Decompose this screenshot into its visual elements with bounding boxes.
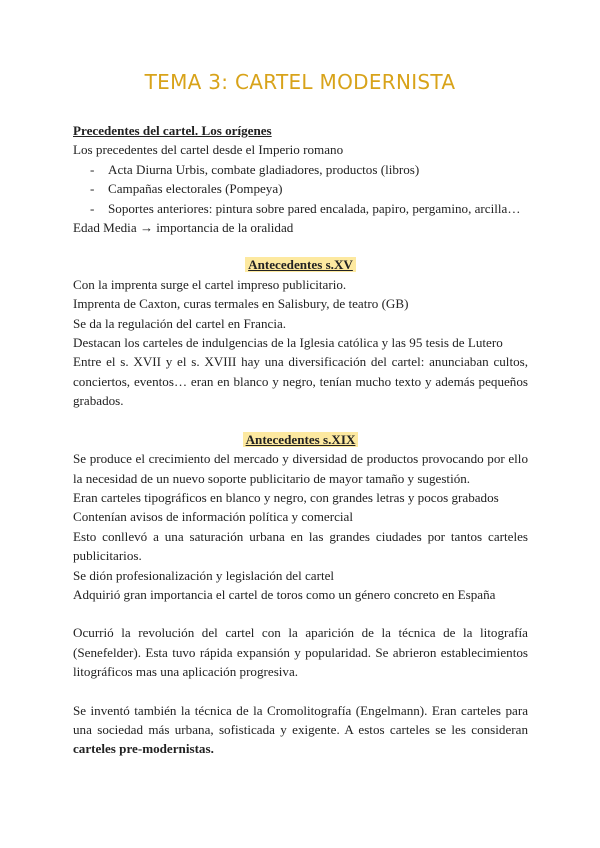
section-heading-s-xix xyxy=(73,430,528,449)
list-item: - Soportes anteriores: pintura sobre pared encalada, papiro, pergamino, arcilla… xyxy=(73,199,528,218)
section1-outro: Edad Media → importancia de la oralidad xyxy=(73,220,294,236)
text-line: Eran carteles tipográficos en blanco y negro, con grandes letras y pocos grabados xyxy=(73,489,499,505)
text-line: Se produce el crecimiento del mercado y diversidad de productos provocando por ello la necesidad de un nuevo soporte publicitario de mayor tamaño y sugestión. xyxy=(73,451,528,486)
page-title: TEMA 3: CARTEL MODERNISTA xyxy=(144,70,456,94)
list-item: - Campañas electorales (Pompeya) xyxy=(73,179,528,198)
text-line: Se dión profesionalización y legislación del cartel xyxy=(73,567,335,583)
precedentes-list xyxy=(73,160,528,218)
text-line: Imprenta de Caxton, curas termales en Salisbury, de teatro (GB) xyxy=(73,296,409,312)
document-body xyxy=(73,121,528,759)
text-line: Destacan los carteles de indulgencias de la Iglesia católica y las 95 tesis de Lutero xyxy=(73,335,503,351)
dash-bullet: - xyxy=(90,181,95,197)
highlighted-heading: Antecedentes s.XV xyxy=(245,257,356,272)
text-line: Adquirió gran importancia el cartel de toros como un género concreto en España xyxy=(73,586,496,602)
cromolitografia-paragraph: Se inventó también la técnica de la Cromolitografía (Engelmann). Eran carteles para una sociedad más urbana, sofisticada y exigente. A estos carteles se les consideran carteles pre-modernistas. xyxy=(73,702,528,757)
list-item: - Acta Diurna Urbis, combate gladiadores, productos (libros) xyxy=(73,160,528,179)
section-heading-precedentes: Precedentes del cartel. Los orígenes xyxy=(73,123,272,138)
bold-term: carteles pre-modernistas. xyxy=(73,741,214,757)
text-line: Con la imprenta surge el cartel impreso publicitario. xyxy=(73,276,347,292)
litografia-paragraph: Ocurrió la revolución del cartel con la aparición de la técnica de la litografía (Senefelder). Esta tuvo rápida expansión y popularidad. Se abrieron establecimientos litográficos mas una aplicación progresiva. xyxy=(73,625,528,680)
text-line: Se da la regulación del cartel en Francia. xyxy=(73,315,287,331)
dash-bullet: - xyxy=(90,161,95,177)
text-line: Entre el s. XVII y el s. XVIII hay una diversificación del cartel: anunciaban cultos, conciertos, eventos… eran en blanco y negro, tenían mucho texto y además pequeños grabados. xyxy=(73,354,528,409)
text-line: Esto conllevó a una saturación urbana en las grandes ciudades por tantos carteles publicitarios. xyxy=(73,528,528,564)
section-heading-s-xv xyxy=(73,255,528,274)
dash-bullet: - xyxy=(90,200,95,216)
text-line: Contenían avisos de información política y comercial xyxy=(73,509,353,525)
section1-intro: Los precedentes del cartel desde el Imperio romano xyxy=(73,142,344,158)
highlighted-heading: Antecedentes s.XIX xyxy=(243,432,359,447)
